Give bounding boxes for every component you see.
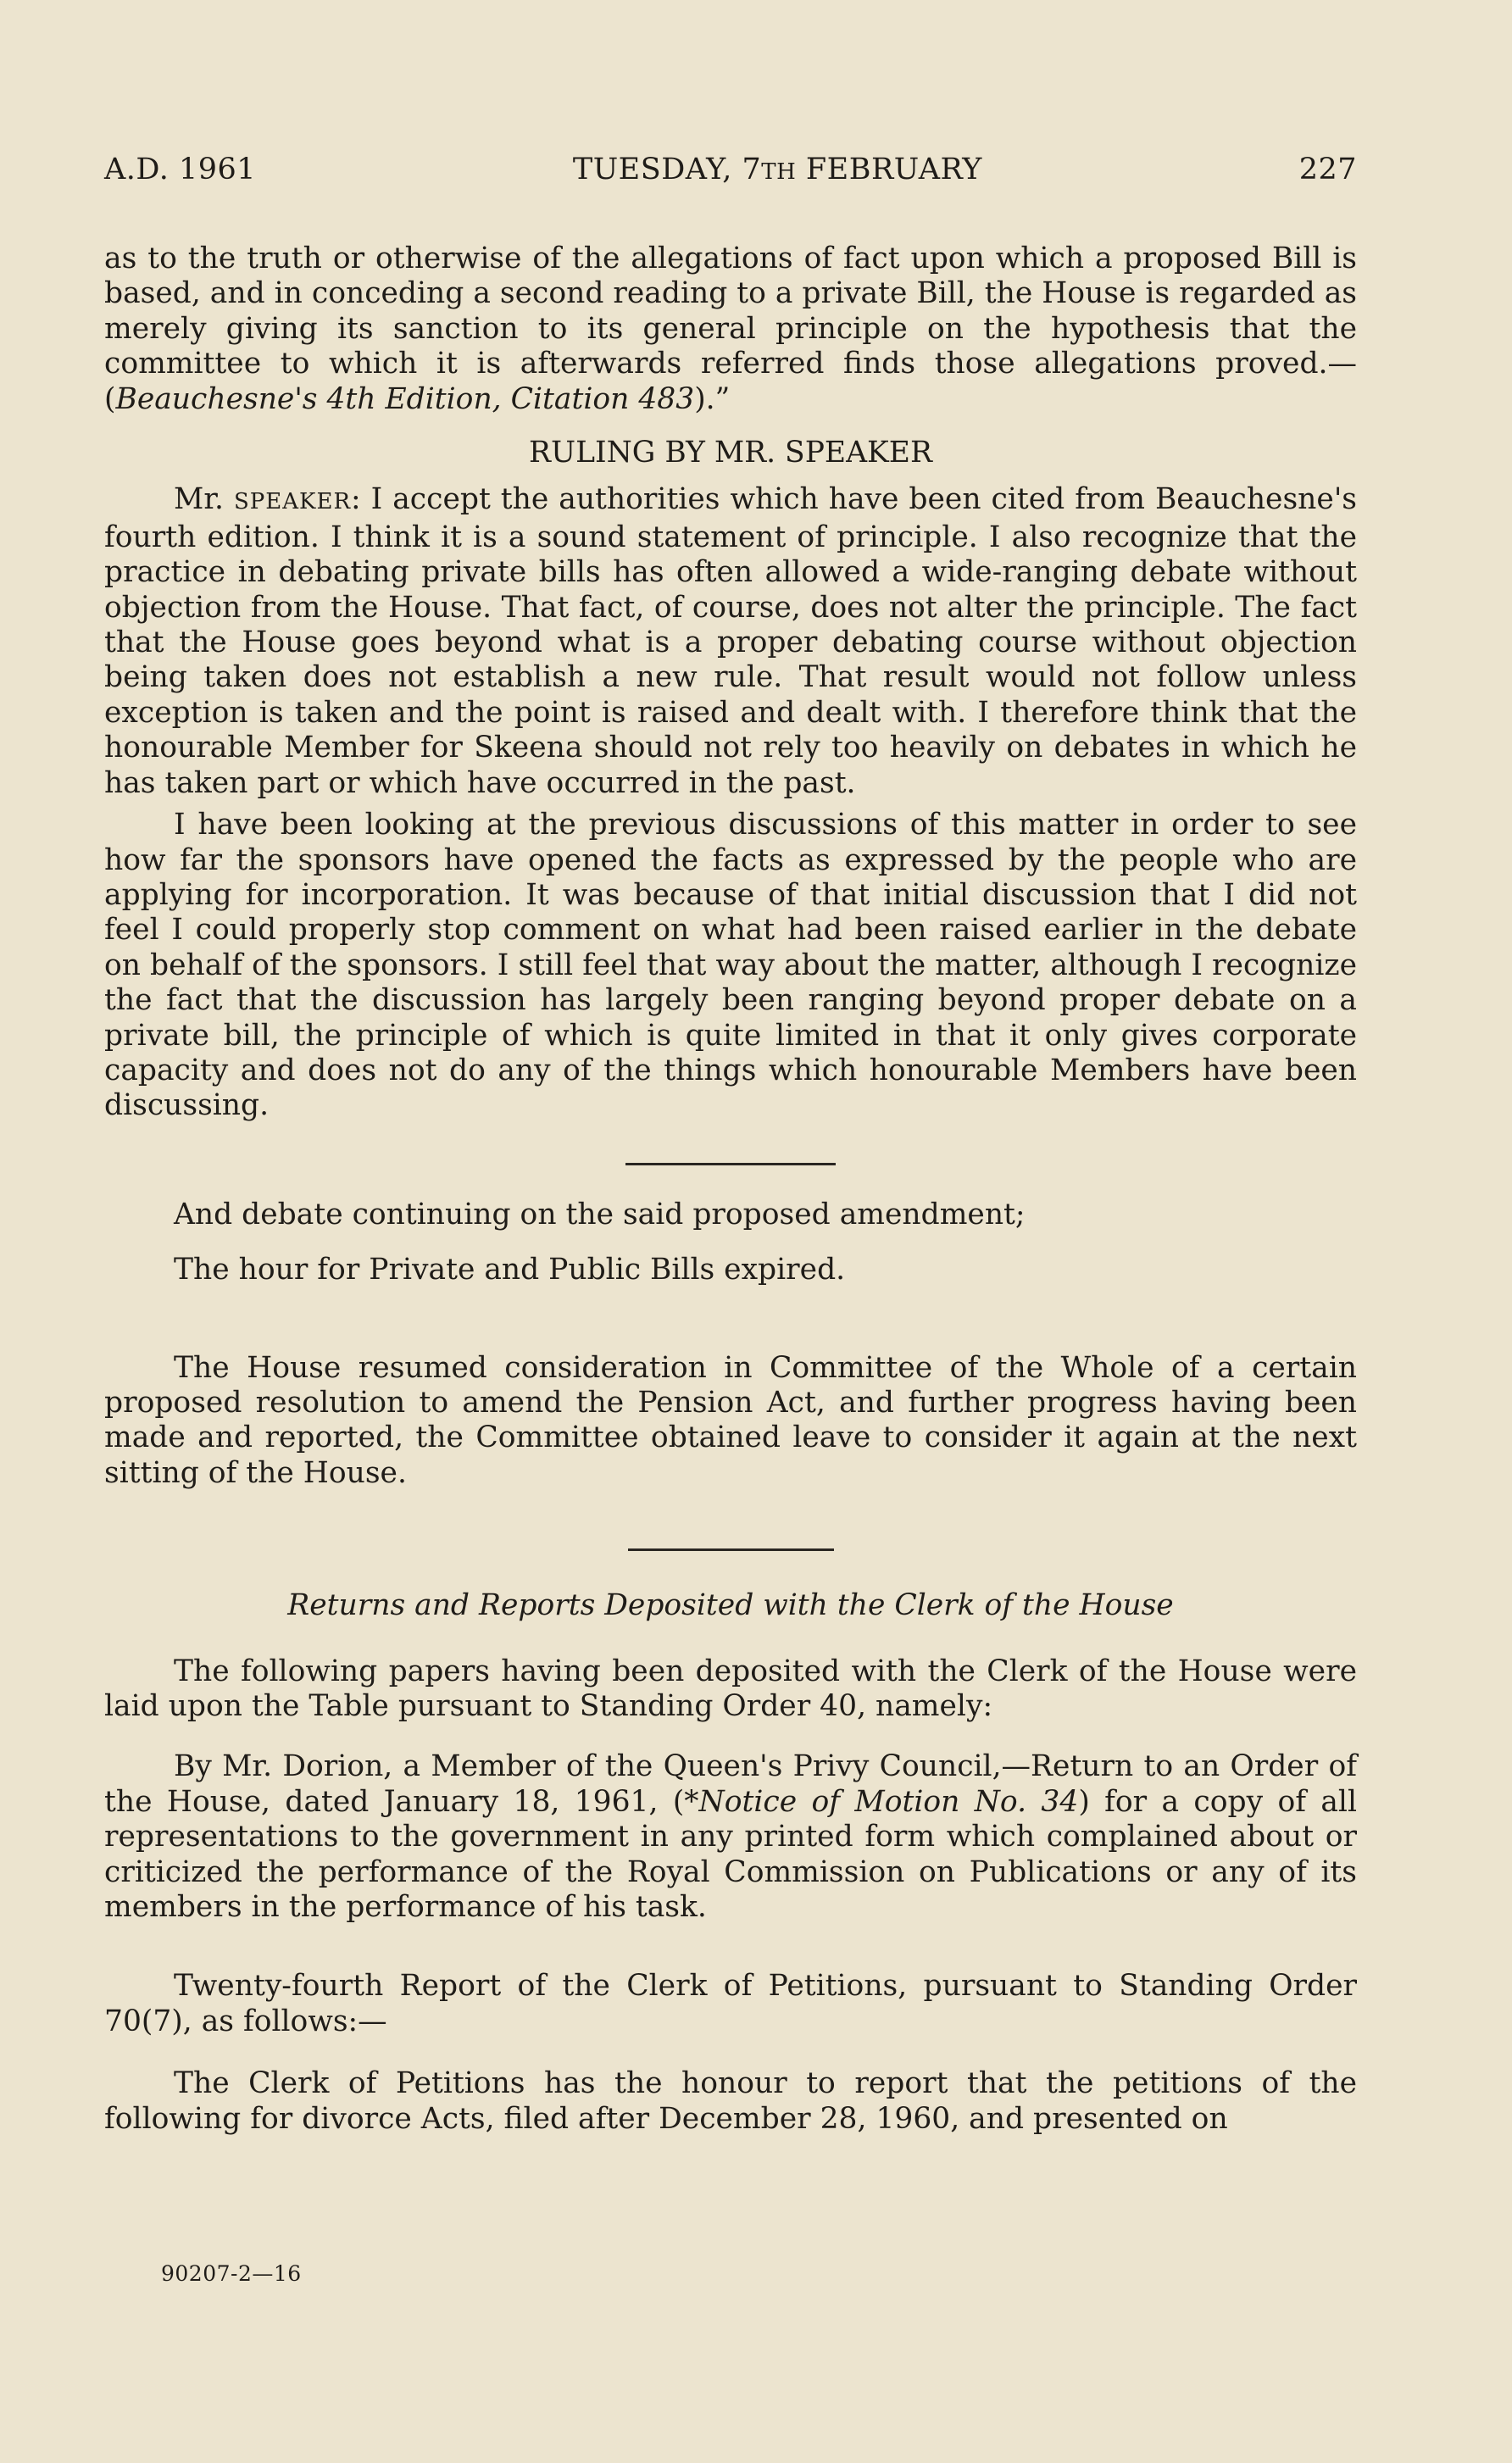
speaker-ruling-paragraph-2: I have been looking at the previous discussions of this matter in order to see how far the sponsors have opened the facts as expressed by the people who are applying for incorporation. It was because of that initial discussion that I did not feel I could properly stop comment on what had been raised earlier in the debate on behalf of the sponsors. I still feel that way about the matter, although I recognize the fact that the discussion has largely been ranging beyond proper debate on a private bill, the principle of which is quite limited in that it only gives corporate capacity and does not do any of the things which honourable Members have been discussing. — [104, 808, 1357, 1123]
papers-intro: The following papers having been deposited with the Clerk of the House were laid upon the Table pursuant to Standing Order 40, namely: — [104, 1654, 1357, 1723]
page-body — [104, 242, 1357, 2137]
header-date: TUESDAY, 7TH FEBRUARY — [572, 153, 982, 186]
section-divider — [625, 1163, 836, 1165]
header-page-number: 227 — [1298, 153, 1357, 186]
ruling-heading: RULING BY MR. SPEAKER — [529, 436, 932, 470]
clerk-report: Twenty-fourth Report of the Clerk of Petitions, pursuant to Standing Order 70(7), as follows:— — [104, 1969, 1357, 2038]
citation: Beauchesne's 4th Edition, Citation 483 — [115, 381, 695, 416]
quotation-continuation: as to the truth or otherwise of the allegations of fact upon which a proposed Bill is based, and in conceding a second reading to a private Bill, the House is regarded as merely giving its sanction to its general principle on the hypothesis that the committee to which it is afterwards referred finds those allegations proved.—(Beauchesne's 4th Edition, Citation 483).” — [104, 242, 1357, 416]
clerk-petitions: The Clerk of Petitions has the honour to report that the petitions of the following for divorce Acts, filed after December 28, 1960, and presented on — [104, 2066, 1357, 2136]
speaker-smallcaps: SPEAKER — [233, 489, 352, 515]
committee-paragraph: The House resumed consideration in Committee of the Whole of a certain proposed resolution to amend the Pension Act, and further progress having been made and reported, the Committee obtained leave to consider it again at the next sitting of the House. — [104, 1350, 1357, 1490]
returns-heading: Returns and Reports Deposited with the Clerk of the House — [287, 1588, 1174, 1623]
debate-continuing: And debate continuing on the said proposed amendment; — [174, 1197, 1026, 1232]
section-divider — [628, 1548, 834, 1551]
running-header — [104, 153, 1357, 186]
dorion-return: By Mr. Dorion, a Member of the Queen's Privy Council,—Return to an Order of the House, dated January 18, 1961, (*Notice of Motion No. 34) for a copy of all representations to the government in any printed form which complained about or criticized the performance of the Royal Commission on Publications or any of its members in the performance of his task. — [104, 1749, 1357, 1925]
hour-expired: The hour for Private and Public Bills expired. — [174, 1253, 846, 1287]
printer-code: 90207-2—16 — [161, 2261, 302, 2286]
header-year: A.D. 1961 — [104, 153, 257, 186]
speaker-ruling-paragraph-1: Mr. SPEAKER: I accept the authorities which have been cited from Beauchesne's fourth edition. I think it is a sound statement of principle. I also recognize that the practice in debating private bills has often allowed a wide-ranging debate without objection from the House. That fact, of course, does not alter the principle. The fact that the House goes beyond what is a proper debating course without objection being taken does not establish a new rule. That result would not follow unless exception is taken and the point is raised and dealt with. I therefore think that the honourable Member for Skeena should not rely too heavily on debates in which he has taken part or which have occurred in the past. — [104, 482, 1358, 800]
notice-of-motion: *Notice of Motion No. 34 — [684, 1784, 1079, 1819]
